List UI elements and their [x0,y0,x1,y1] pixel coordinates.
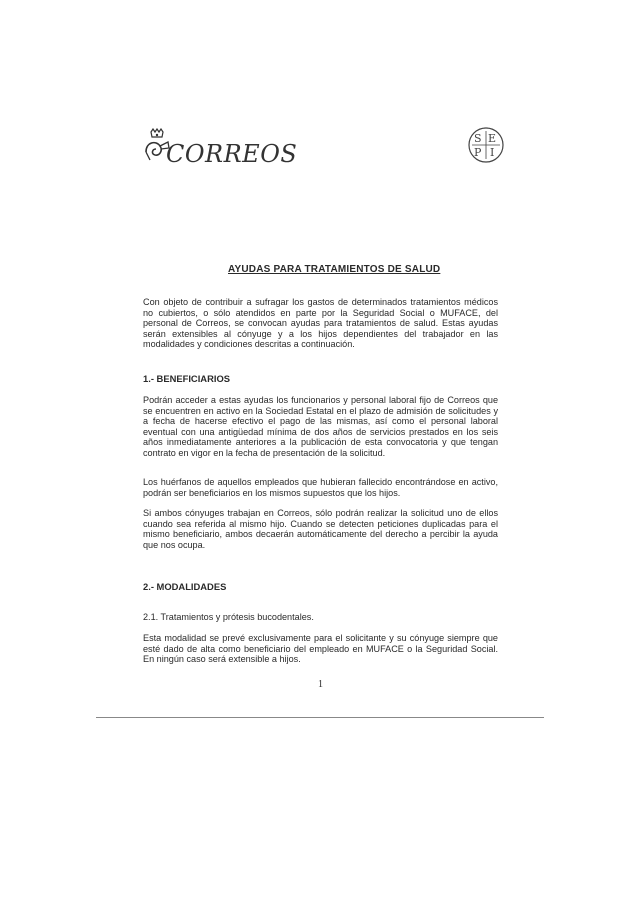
sepi-logo [466,125,506,165]
document-title: AYUDAS PARA TRATAMIENTOS DE SALUD [228,264,441,275]
page-number: 1 [318,679,323,690]
beneficiarios-paragraph-3: Si ambos cónyuges trabajan en Correos, sólo podrán realizar la solicitud uno de ellos cuando sea referida al mismo hijo. Cuando se detecten peticiones duplicadas para el mismo beneficiario, ambos decaerán automáticamente del derecho a percibir la ayuda que nos ocupa. [143,508,498,550]
intro-paragraph: Con objeto de contribuir a sufragar los gastos de determinados tratamientos médicos no cubiertos, o sólo atendidos en parte por la Seguridad Social o MUFACE, del personal de Correos, se convocan ayudas para tratamientos de salud. Estas ayudas serán extensibles al cónyuge y a los hijos dependientes del trabajador en las modalidades y condiciones descritas a continuación. [143,297,498,349]
svg-text:S: S [474,132,482,145]
svg-text:I: I [490,146,495,159]
svg-text:P: P [474,146,482,159]
page-bottom-rule [96,717,544,718]
section-heading-modalidades: 2.- MODALIDADES [143,581,227,592]
correos-logo-text: CORREOS [166,140,298,168]
subsection-heading-bucodentales: 2.1. Tratamientos y prótesis bucodentales. [143,612,314,622]
modalidades-paragraph-1: Esta modalidad se prevé exclusivamente para el solicitante y su cónyuge siempre que esté dado de alta como beneficiario del empleado en MUFACE o la Seguridad Social. En ningún caso será extensible a hijos. [143,633,498,664]
beneficiarios-paragraph-1: Podrán acceder a estas ayudas los funcionarios y personal laboral fijo de Correos que se encuentren en activo en la Sociedad Estatal en el plazo de admisión de solicitudes y a fecha de hacerse efectivo el pago de las mismas, así como el personal laboral eventual con una antigüedad mínima de dos años de servicios prestados en los seis años inmediatamente anteriores a la publicación de esta convocatoria y que tengan contrato en vigor en la fecha de presentación de la solicitud. [143,395,498,458]
svg-text:E: E [488,132,497,145]
beneficiarios-paragraph-2: Los huérfanos de aquellos empleados que hubieran fallecido encontrándose en activo, podrán ser beneficiarios en los mismos supuestos que los hijos. [143,477,498,498]
section-heading-beneficiarios: 1.- BENEFICIARIOS [143,373,230,384]
